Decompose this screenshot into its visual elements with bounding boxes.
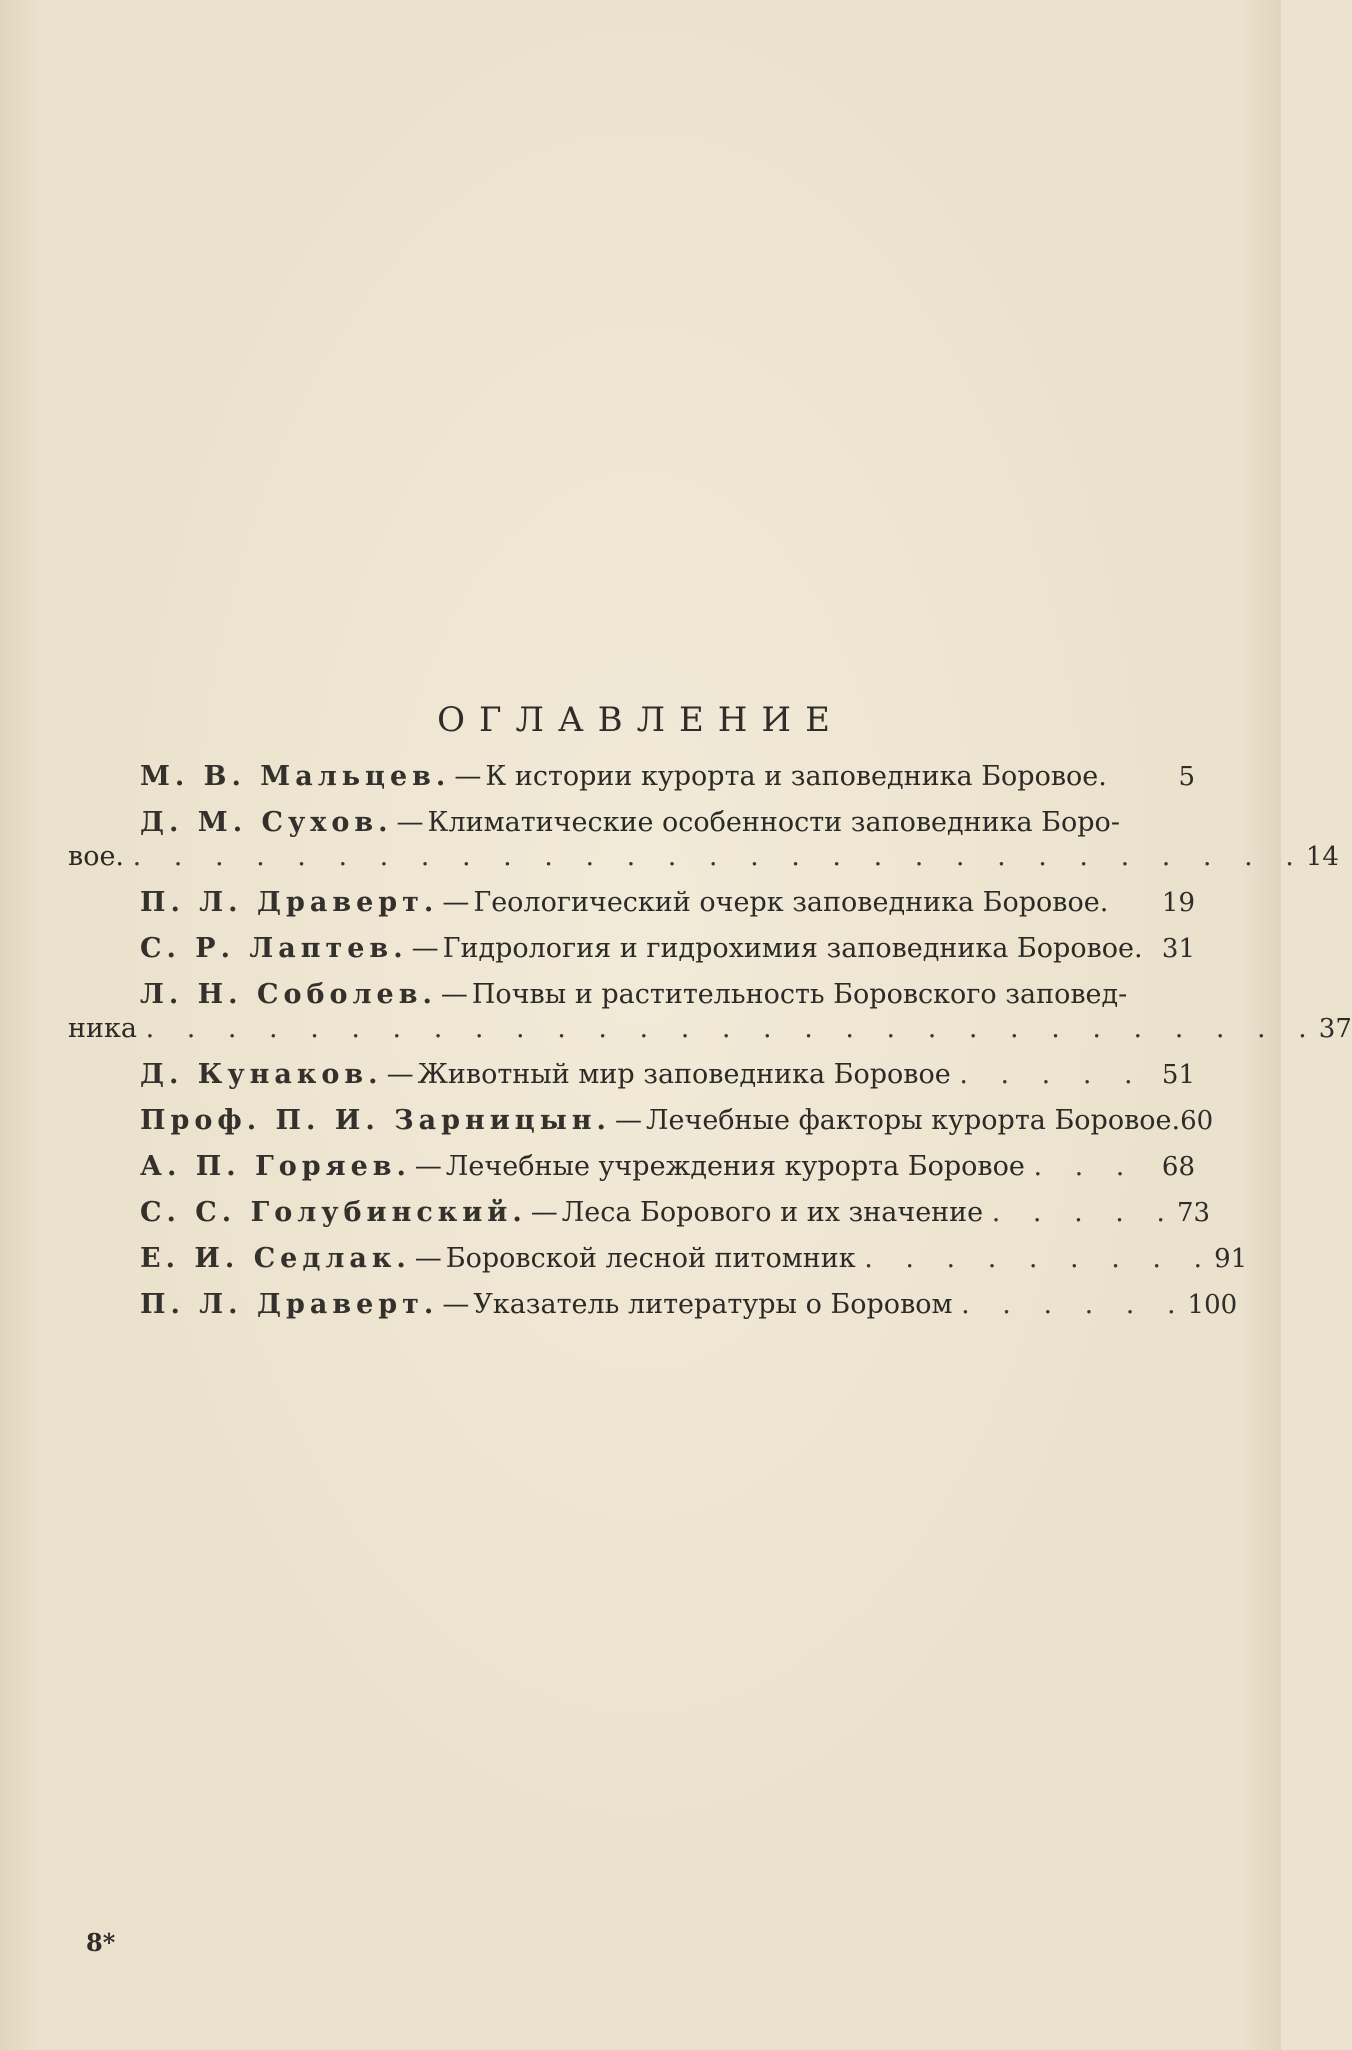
entry-page-number: 73	[1176, 1198, 1211, 1228]
entry-author: С. С. Голубинский.	[140, 1197, 527, 1228]
entry-author: М. В. Мальцев.	[140, 761, 451, 792]
entry-author: С. Р. Лаптев.	[140, 933, 408, 964]
signature-mark: 8*	[86, 1928, 116, 1957]
entry-separator: —	[414, 1151, 442, 1182]
entry-page-number: 14	[1305, 842, 1339, 872]
toc-entry	[140, 932, 1195, 966]
entry-leader-dots: . . . . . . . . . . . . . . . . . . . . . . . . . . . . .	[132, 841, 1306, 872]
entry-separator: —	[530, 1197, 558, 1228]
entry-title: Боровской лесной питомник	[445, 1243, 856, 1274]
entry-leader-dots: . . . . .	[959, 1059, 1145, 1090]
entry-page-number: 19	[1161, 888, 1195, 918]
entry-separator: —	[396, 807, 424, 838]
entry-separator: —	[440, 979, 468, 1010]
entry-page-number: 60	[1180, 1106, 1214, 1136]
entry-title: Животный мир заповедника Боровое	[417, 1059, 951, 1090]
entry-page-number: 5	[1178, 762, 1195, 792]
entry-title-continuation: ника	[68, 1013, 137, 1044]
toc-entry	[68, 978, 1352, 1046]
entry-title: К истории курорта и заповедника Боровое.	[485, 761, 1107, 792]
toc-entry	[140, 1242, 1248, 1276]
toc-entry	[140, 1196, 1211, 1230]
entry-leader-dots: . . . . . . . . .	[864, 1243, 1215, 1274]
toc-entry	[140, 760, 1195, 794]
entry-page-number: 37	[1318, 1014, 1352, 1044]
toc-entry	[140, 1104, 1214, 1138]
entry-page-number: 51	[1161, 1060, 1195, 1090]
entry-separator: —	[414, 1243, 442, 1274]
entry-author: Д. Кунаков.	[140, 1059, 383, 1090]
entry-author: А. П. Горяев.	[140, 1151, 411, 1182]
entry-title: Лечебные факторы курорта Боровое.	[645, 1105, 1181, 1136]
table-of-contents	[68, 760, 1352, 1334]
entry-leader-dots: . . . . . . . . . . . . . . . . . . . . . . . . . . . . .	[145, 1013, 1319, 1044]
entry-author: Е. И. Седлак.	[140, 1243, 411, 1274]
entry-title: Почвы и растительность Боровского заповед-	[471, 979, 1128, 1010]
entry-page-number: 68	[1161, 1152, 1195, 1182]
entry-page-number: 31	[1161, 934, 1195, 964]
entry-leader-dots: . . . . . .	[961, 1289, 1188, 1320]
entry-leader-dots: . . . . .	[991, 1197, 1177, 1228]
entry-leader-dots: . . .	[1033, 1151, 1137, 1182]
entry-title: Указатель литературы о Боровом	[473, 1289, 953, 1320]
entry-title: Гидрология и гидрохимия заповедника Боровое.	[442, 933, 1143, 964]
toc-entry	[140, 1150, 1195, 1184]
entry-separator: —	[411, 933, 439, 964]
entry-author: Д. М. Сухов.	[140, 807, 393, 838]
entry-author: Проф. П. И. Зарницын.	[140, 1105, 611, 1136]
toc-entry	[140, 886, 1195, 920]
entry-author: П. Л. Драверт.	[140, 1289, 439, 1320]
entry-title: Лечебные учреждения курорта Боровое	[445, 1151, 1025, 1182]
entry-separator: —	[442, 1289, 470, 1320]
entry-separator: —	[454, 761, 482, 792]
entry-separator: —	[442, 887, 470, 918]
entry-author: Л. Н. Соболев.	[140, 979, 437, 1010]
toc-entry	[68, 806, 1339, 874]
toc-entry	[140, 1058, 1195, 1092]
entry-title-continuation: вое.	[68, 841, 125, 872]
entry-author: П. Л. Драверт.	[140, 887, 439, 918]
toc-heading: ОГЛАВЛЕНИЕ	[437, 700, 844, 740]
entry-title: Леса Борового и их значение	[561, 1197, 984, 1228]
toc-entry	[140, 1288, 1238, 1322]
entry-page-number: 91	[1214, 1244, 1248, 1274]
entry-title: Геологический очерк заповедника Боровое.	[473, 887, 1109, 918]
entry-separator: —	[614, 1105, 642, 1136]
entry-title: Климатические особенности заповедника Боро-	[427, 807, 1120, 838]
entry-page-number: 100	[1187, 1290, 1238, 1320]
entry-separator: —	[386, 1059, 414, 1090]
